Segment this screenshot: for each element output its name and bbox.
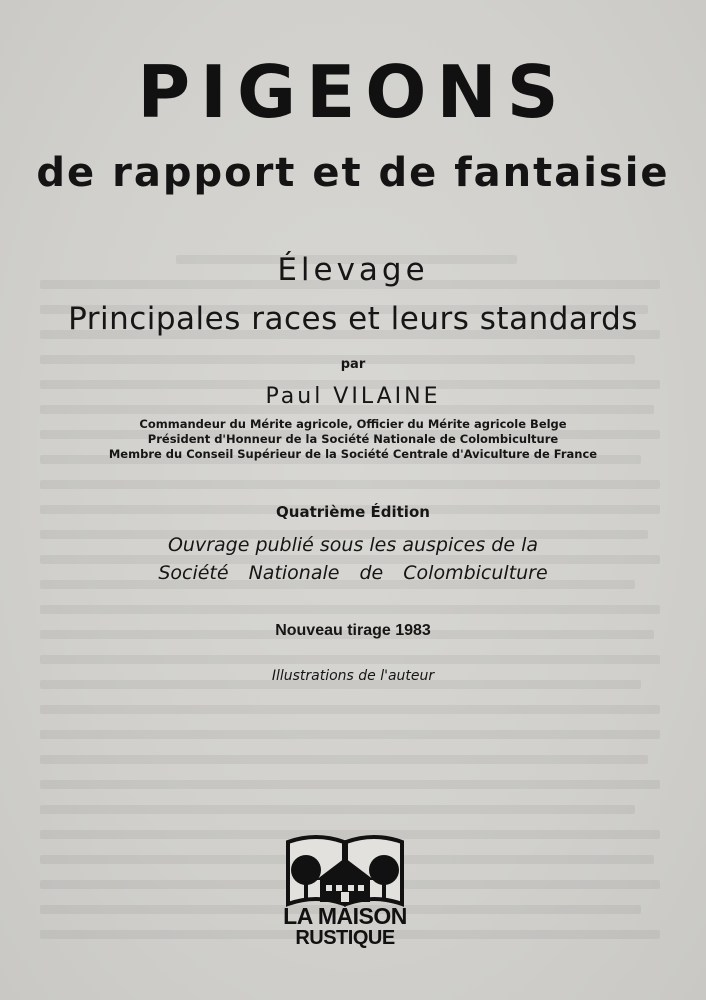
author-credential: Membre du Conseil Supérieur de la Société Centrale d'Aviculture de France xyxy=(108,447,598,461)
open-book-house-icon xyxy=(280,830,410,910)
auspices-line: Ouvrage publié sous les auspices de la xyxy=(167,534,539,556)
author-credential: Président d'Honneur de la Société Nationale de Colombiculture xyxy=(147,432,559,446)
book-subtitle: de rapport et de fantaisie xyxy=(36,150,670,196)
heading-principales-races: Principales races et leurs standards xyxy=(68,301,638,337)
illustrations-credit: Illustrations de l'auteur xyxy=(271,668,435,684)
reprint-year: Nouveau tirage 1983 xyxy=(275,622,431,639)
auspices-line: Société Nationale de Colombiculture xyxy=(158,562,548,584)
heading-elevage: Élevage xyxy=(277,252,429,288)
by-label: par xyxy=(340,357,366,372)
publisher-name-line1: LA MAISON xyxy=(283,903,407,929)
publisher-name-line2: RUSTIQUE xyxy=(295,927,395,949)
author-name: Paul VILAINE xyxy=(265,384,441,409)
author-credential: Commandeur du Mérite agricole, Officier du Mérite agricole Belge xyxy=(139,417,567,431)
book-title: PIGEONS xyxy=(137,50,569,134)
publisher-logo xyxy=(280,830,410,955)
edition-label: Quatrième Édition xyxy=(276,503,430,521)
